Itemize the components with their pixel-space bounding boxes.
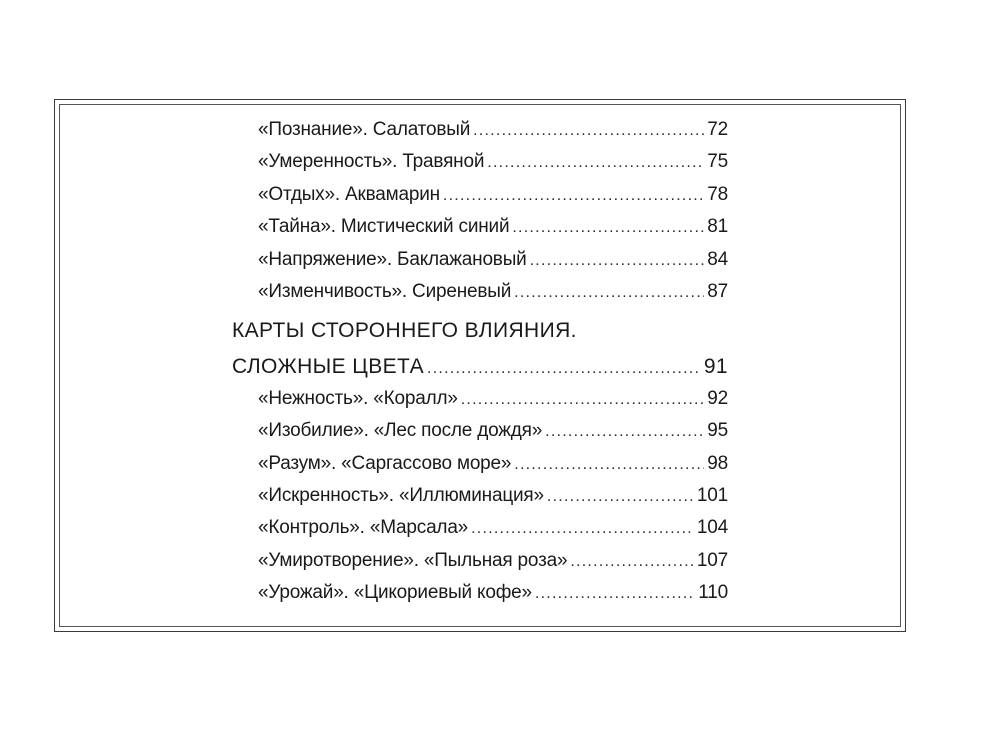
toc-entry-page: 107	[696, 549, 728, 571]
toc-entry[interactable]	[232, 151, 728, 183]
dot-leader	[487, 154, 704, 172]
dot-leader	[545, 423, 704, 441]
toc-entry-page: 81	[707, 216, 728, 238]
toc-section-title-line2: СЛОЖНЫЕ ЦВЕТА	[232, 355, 424, 379]
toc-entry-title: «Изменчивость». Сиреневый	[258, 280, 512, 302]
toc-entry-page: 87	[707, 280, 728, 302]
toc-entry-title: «Искренность». «Иллюминация»	[258, 484, 544, 506]
dot-leader	[471, 520, 694, 538]
toc-section-heading-line2[interactable]	[232, 355, 728, 387]
toc-entry-title: «Напряжение». Баклажановый	[258, 248, 527, 270]
toc-entry[interactable]	[232, 388, 728, 420]
toc-entry[interactable]	[232, 249, 728, 281]
toc-entry[interactable]	[232, 517, 728, 549]
toc-entry[interactable]	[232, 582, 728, 614]
toc-entry-title: «Отдых». Аквамарин	[258, 183, 440, 205]
toc-entry-title: «Познание». Салатовый	[258, 119, 471, 140]
toc-entry-page: 75	[707, 151, 728, 173]
toc-entry-page: 84	[707, 248, 728, 270]
toc-section-heading[interactable]	[232, 319, 728, 355]
toc-entry[interactable]	[232, 281, 728, 313]
toc-entry[interactable]	[232, 184, 728, 216]
toc-entry-page: 104	[696, 517, 728, 539]
toc-entry-title: «Контроль». «Марсала»	[258, 517, 469, 539]
toc-entry[interactable]	[232, 550, 728, 582]
dot-leader	[427, 360, 701, 378]
toc-entry-page: 101	[696, 484, 728, 506]
toc-section-title-line1: КАРТЫ СТОРОННЕГО ВЛИЯНИЯ.	[232, 319, 577, 343]
toc-entry-title: «Изобилие». «Лес после дождя»	[258, 420, 543, 442]
toc-entry-page: 92	[707, 387, 728, 409]
toc-entry[interactable]	[232, 485, 728, 517]
dot-leader	[443, 187, 704, 205]
toc-entry-title: «Урожай». «Цикориевый кофе»	[258, 582, 532, 604]
dot-leader	[535, 585, 695, 603]
toc-entry-title: «Нежность». «Коралл»	[258, 387, 458, 409]
dot-leader	[570, 553, 694, 571]
dot-leader	[461, 391, 705, 409]
toc-entry-page: 110	[698, 582, 728, 604]
toc-section-page: 91	[703, 355, 728, 379]
dot-leader	[530, 252, 705, 270]
toc-entry-title: «Разум». «Саргассово море»	[258, 452, 512, 474]
toc-entry-title: «Тайна». Мистический синий	[258, 216, 510, 238]
toc-entry[interactable]	[232, 420, 728, 452]
toc-entry[interactable]	[232, 119, 728, 151]
dot-leader	[547, 488, 694, 506]
dot-leader	[473, 122, 704, 140]
table-of-contents	[232, 119, 728, 614]
toc-entry-title: «Умиротворение». «Пыльная роза»	[258, 549, 568, 571]
dot-leader	[512, 219, 704, 237]
toc-entry-page: 78	[707, 183, 728, 205]
toc-entry-page: 95	[707, 420, 728, 442]
toc-entry-page: 72	[707, 119, 728, 140]
dot-leader	[514, 284, 704, 302]
toc-entry[interactable]	[232, 453, 728, 485]
toc-entry[interactable]	[232, 216, 728, 248]
toc-entry-title: «Умеренность». Травяной	[258, 151, 485, 173]
dot-leader	[514, 456, 704, 474]
toc-entry-page: 98	[707, 452, 728, 474]
